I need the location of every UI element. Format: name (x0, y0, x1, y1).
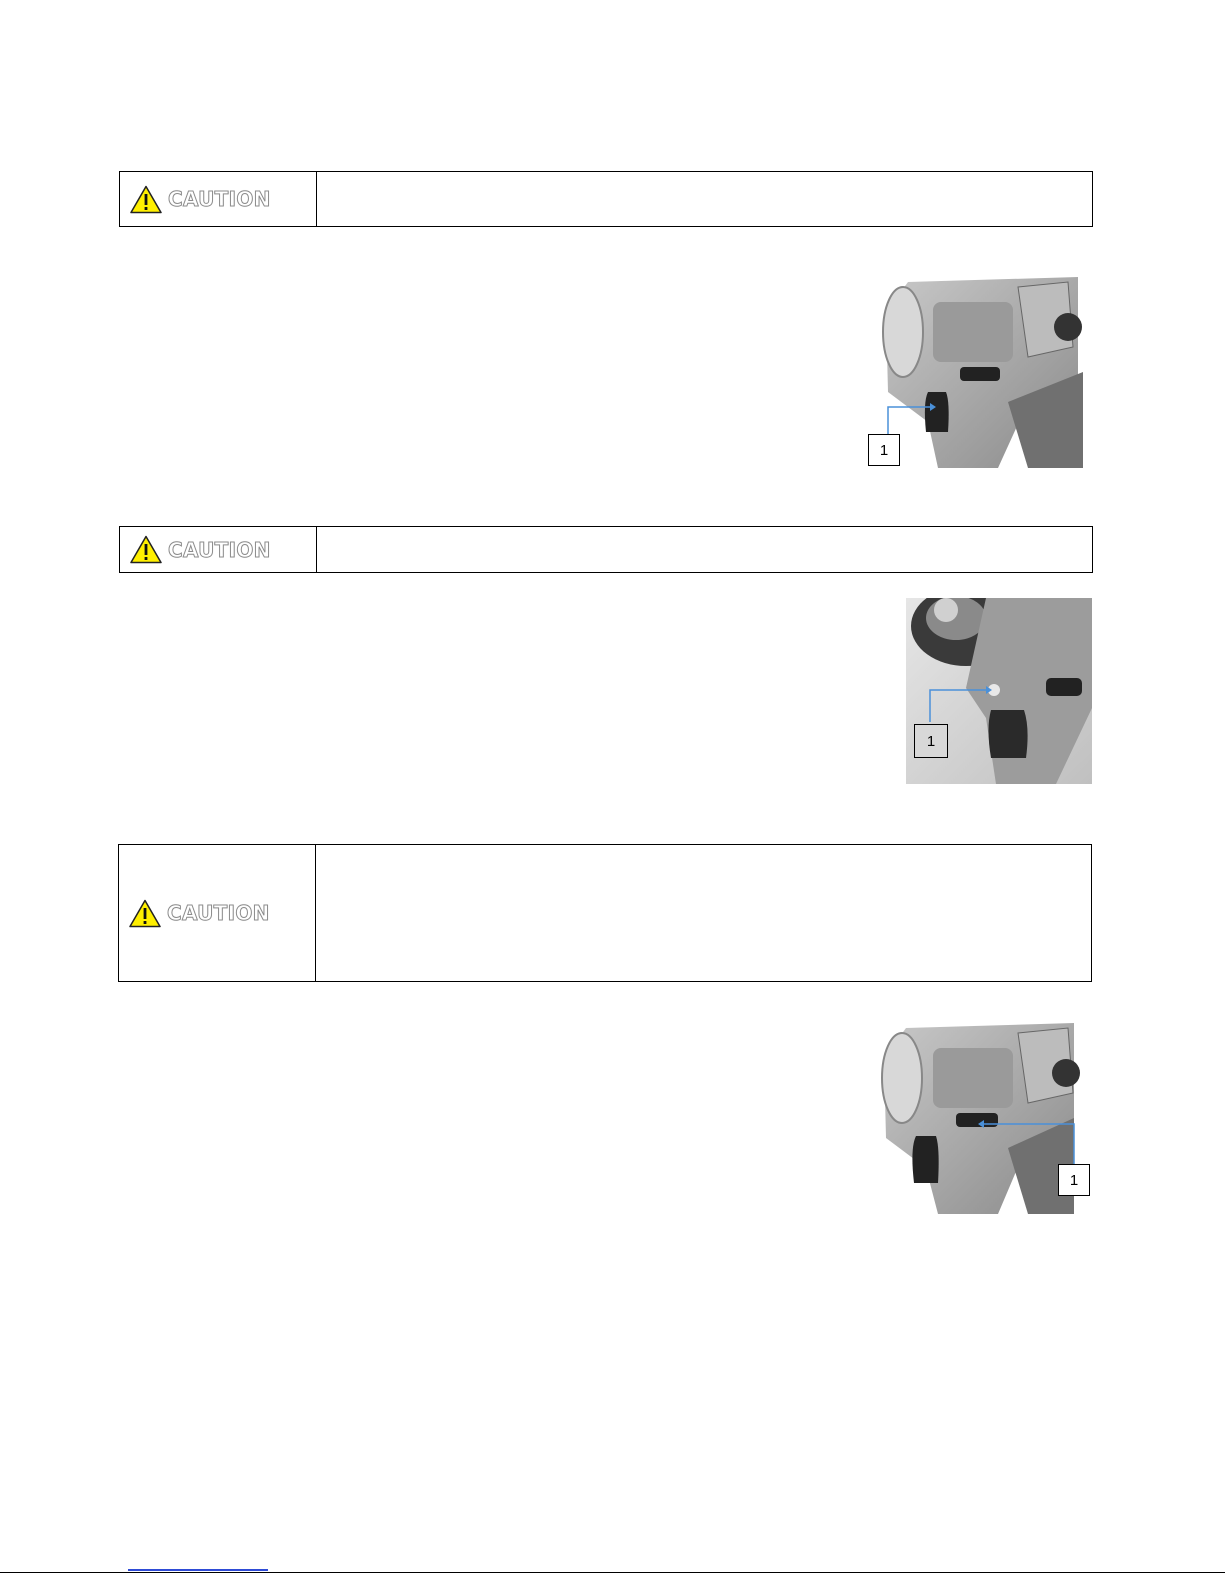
caution-body (316, 845, 1091, 981)
caution-box (119, 171, 1093, 227)
caution-box (118, 844, 1092, 982)
caution-body (317, 172, 1092, 226)
warning-triangle-icon (129, 899, 161, 928)
caution-title: CAUTION (167, 901, 270, 925)
callout-number: 1 (914, 724, 948, 758)
caution-label-cell (120, 527, 317, 572)
warning-triangle-icon (130, 185, 162, 214)
caution-label-cell (119, 845, 316, 981)
callout-number: 1 (1058, 1164, 1090, 1196)
drill-light-image (906, 598, 1092, 784)
caution-body (317, 527, 1092, 572)
caution-title: CAUTION (168, 537, 271, 562)
callout-number: 1 (868, 434, 900, 466)
caution-label-cell (120, 172, 317, 226)
footer-rule (0, 1572, 1225, 1573)
caution-title: CAUTION (168, 187, 271, 211)
drill-trigger-image (878, 272, 1083, 468)
footer-link-underline[interactable] (128, 1569, 268, 1571)
caution-box (119, 526, 1093, 573)
warning-triangle-icon (130, 535, 162, 564)
drill-switch-image (878, 1018, 1093, 1214)
